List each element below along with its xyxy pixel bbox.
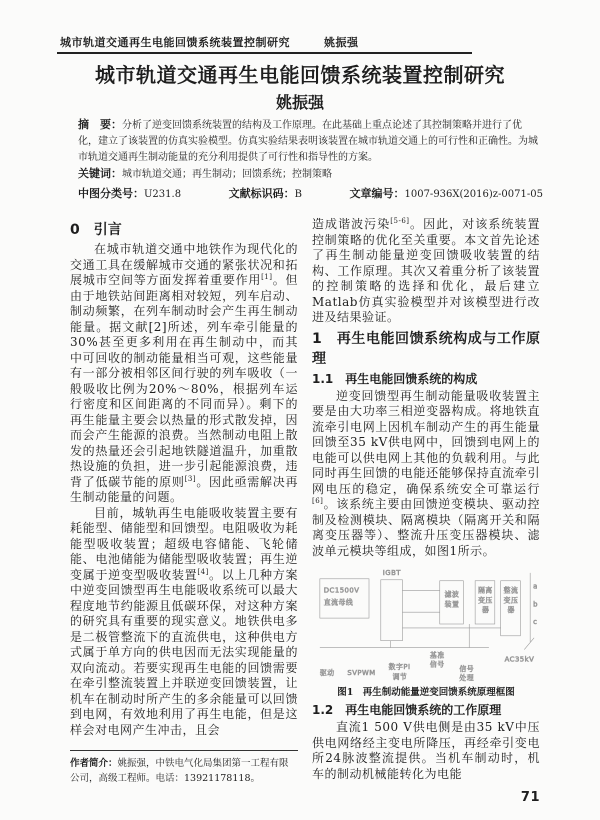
section-1-2-paragraph: 直流1 500 V供电侧是由35 kV中压供电网络经主变电所降压，再经牵引变电所24脉波整流提供。当机车制动时，机车的制动机械能转化为电能	[312, 720, 540, 781]
section-1-1-heading: 1.1 再生电能回馈系统的构成	[312, 371, 478, 386]
keywords-label: 关键词：	[78, 167, 122, 180]
label-bus: 直流母线	[323, 598, 354, 607]
label-pi: 数字PI	[388, 663, 411, 672]
label-igbt: IGBT	[382, 568, 401, 577]
running-header-author: 姚振强	[324, 36, 359, 49]
body-columns	[70, 217, 540, 806]
label-dc: DC1500V	[323, 586, 360, 595]
paper-author: 姚振强	[275, 93, 324, 112]
label-phase-c: c	[533, 618, 538, 626]
label-rectifier: 变压	[503, 596, 519, 605]
label-pi: 调节	[392, 673, 408, 682]
header-rule	[57, 52, 472, 54]
label-reference: 基准	[429, 651, 445, 660]
text: 。因此，对该系统装置控制策略的优化至关重要。本文首先论述了再生制动能量逆变回馈吸收装置的结构、工作原理。其次又着重分析了该装置的控制策略的选择和优化，最后建立Matlab仿真实验模型并对该模型进行改进及结果验证。	[312, 217, 540, 324]
doc-code	[229, 186, 302, 203]
footnote-text: 姚振强，中铁电气化局集团第一工程有限公司，高级工程师。电话：13921178118。	[70, 758, 289, 784]
section-1-2-heading: 1.2 再生电能回馈系统的工作原理	[312, 703, 502, 717]
author-footnote	[70, 750, 298, 786]
abstract-label: 摘 要：	[78, 118, 122, 131]
section-0-heading: 0 引言	[70, 222, 122, 238]
text: 。但由于地铁站间距离相对较短，列车启动、制动频繁，在列车制动时会产生再生制动能量。据文献[2]所述，列车牵引能量的30%甚至更多利用在再生制动中，而其中可回收的制动能量相当可观，这些能量有一部分被相邻区间行驶的列车吸收（一般吸收比例为20%～80%，根据列车运行密度和区间距离的不同而异）。剩下的再生能量主要会以热量的形式散发掉，因而会产生能源的浪费。当然制动电阻上散发的热量还会引起地铁隧道温升，加重散热设施的负担，进一步引起能源浪费，违背了低碳节能的原则	[70, 273, 298, 489]
citation: [5-6]	[390, 217, 410, 225]
text: 逆变回馈型再生制动能量吸收装置主要是由大功率三相逆变器构成。将地铁直流牵引电网上因机车制动产生的再生能量回馈至35 kV供电网中，回馈到电网上的电能可以供电网上其他的负载利用。与此同时再生回馈的电能还能够保持直流牵引网电压的稳定，确保系统安全可靠运行	[312, 388, 540, 496]
meta-row	[78, 186, 543, 203]
label-filter: 滤波	[444, 590, 460, 599]
text: 造成谐波污染	[312, 217, 391, 231]
intro-paragraph-3	[312, 217, 540, 326]
section-1-1-paragraph	[312, 389, 540, 560]
text: 。该系统主要由回馈逆变模块、驱动控制及检测模块、隔离模块（隔离开关和隔离变压器等）、整流升压变压器模块、滤波单元模块等组成，如图1所示。	[312, 497, 540, 558]
label-reference: 信号	[429, 660, 445, 669]
doc-code-value: B	[294, 189, 302, 200]
running-header	[60, 36, 600, 50]
label-isolation: 变压	[478, 596, 493, 605]
label-pwm: SVPWM	[347, 669, 376, 678]
label-filter: 装置	[444, 600, 460, 609]
figure-1-block-diagram	[312, 565, 540, 683]
citation: [1]	[261, 273, 273, 281]
left-column	[70, 217, 298, 786]
doc-code-label: 文献标识码：	[228, 187, 295, 200]
intro-paragraph-2	[70, 506, 298, 739]
citation: [4]	[197, 567, 209, 576]
section-1-heading: 1 再生电能回馈系统构成与工作原理	[312, 330, 540, 367]
figure-1-caption: 图1 再生制动能量逆变回馈系统原理框图	[337, 687, 515, 698]
label-drive: 驱动	[319, 669, 335, 678]
keywords-text: 城市轨道交通；再生制动；回馈系统；控制策略	[122, 169, 332, 180]
text: 目前，城轨再生电能吸收装置主要有耗能型、储能型和回馈型。电阻吸收为耗能型吸收装置；超级电容储能、飞轮储能、电池储能为储能型吸收装置；再生逆变属于逆变型吸收装置	[70, 505, 298, 582]
label-signal: 处理	[459, 674, 475, 683]
text: 。以上几种方案中逆变回馈型再生电能吸收系统可以最大程度地节约能源且低碳环保，对这种方案的研究具有重要的现实意义。地铁供电多是二极管整流下的直流供电，这种供电方式属于单方向的供电因而无法实现能量的双向流动。若要实现再生电能的回馈需要在牵引整流装置上并联逆变回馈装置，让机车在制动时所产生的多余能量可以回馈到电网，有效地利用了再生电能，但是这样会对电网产生冲击，且会	[70, 567, 298, 737]
igbt-block	[381, 580, 403, 641]
label-ac35kv: AC35kV	[504, 655, 535, 664]
label-isolation: 隔离	[478, 586, 493, 595]
article-number-label: 文章编号：	[349, 187, 405, 200]
classification-label: 中图分类号：	[78, 187, 144, 200]
control-lines	[320, 624, 489, 648]
label-phase-b: b	[533, 600, 538, 609]
label-isolation: 器	[482, 606, 490, 615]
text: 。因此亟需解决再生制动能量的问题。	[70, 474, 298, 504]
keywords	[78, 166, 538, 183]
intro-paragraph-1	[70, 242, 298, 506]
text: 在城市轨道交通中地铁作为现代化的交通工具在缓解城市交通的紧张状况和拓展城市空间等方面发挥着重要作用	[70, 242, 298, 287]
label-signal: 信号	[459, 665, 475, 674]
article-number-value: 1007-936X(2016)z-0071-05	[404, 189, 543, 200]
classification	[78, 186, 181, 203]
abstract	[78, 117, 538, 183]
running-header-title: 城市轨道交通再生电能回馈系统装置控制研究	[60, 36, 290, 49]
classification-value: U231.8	[144, 189, 182, 200]
citation: [6]	[312, 497, 324, 505]
label-phase-a: a	[533, 582, 538, 591]
paper-title: 城市轨道交通再生电能回馈系统装置控制研究	[95, 63, 505, 87]
page-number: 71	[520, 790, 540, 805]
article-number	[349, 186, 543, 203]
right-column	[312, 217, 540, 806]
label-rectifier: 整流	[503, 586, 519, 595]
citation: [3]	[184, 474, 197, 483]
abstract-text: 分析了逆变回馈系统装置的结构及工作原理。在此基础上重点论述了其控制策略并进行了优化，建立了该装置的仿真实验模型。仿真实验结果表明该装置在城市轨道交通上的可行性和正确性。为城市轨道交通再生制动能量的充分利用提供了可行性和指导性的方案。	[78, 120, 538, 163]
label-rectifier: 器	[507, 606, 515, 615]
footnote-label: 作者简介：	[70, 758, 118, 769]
